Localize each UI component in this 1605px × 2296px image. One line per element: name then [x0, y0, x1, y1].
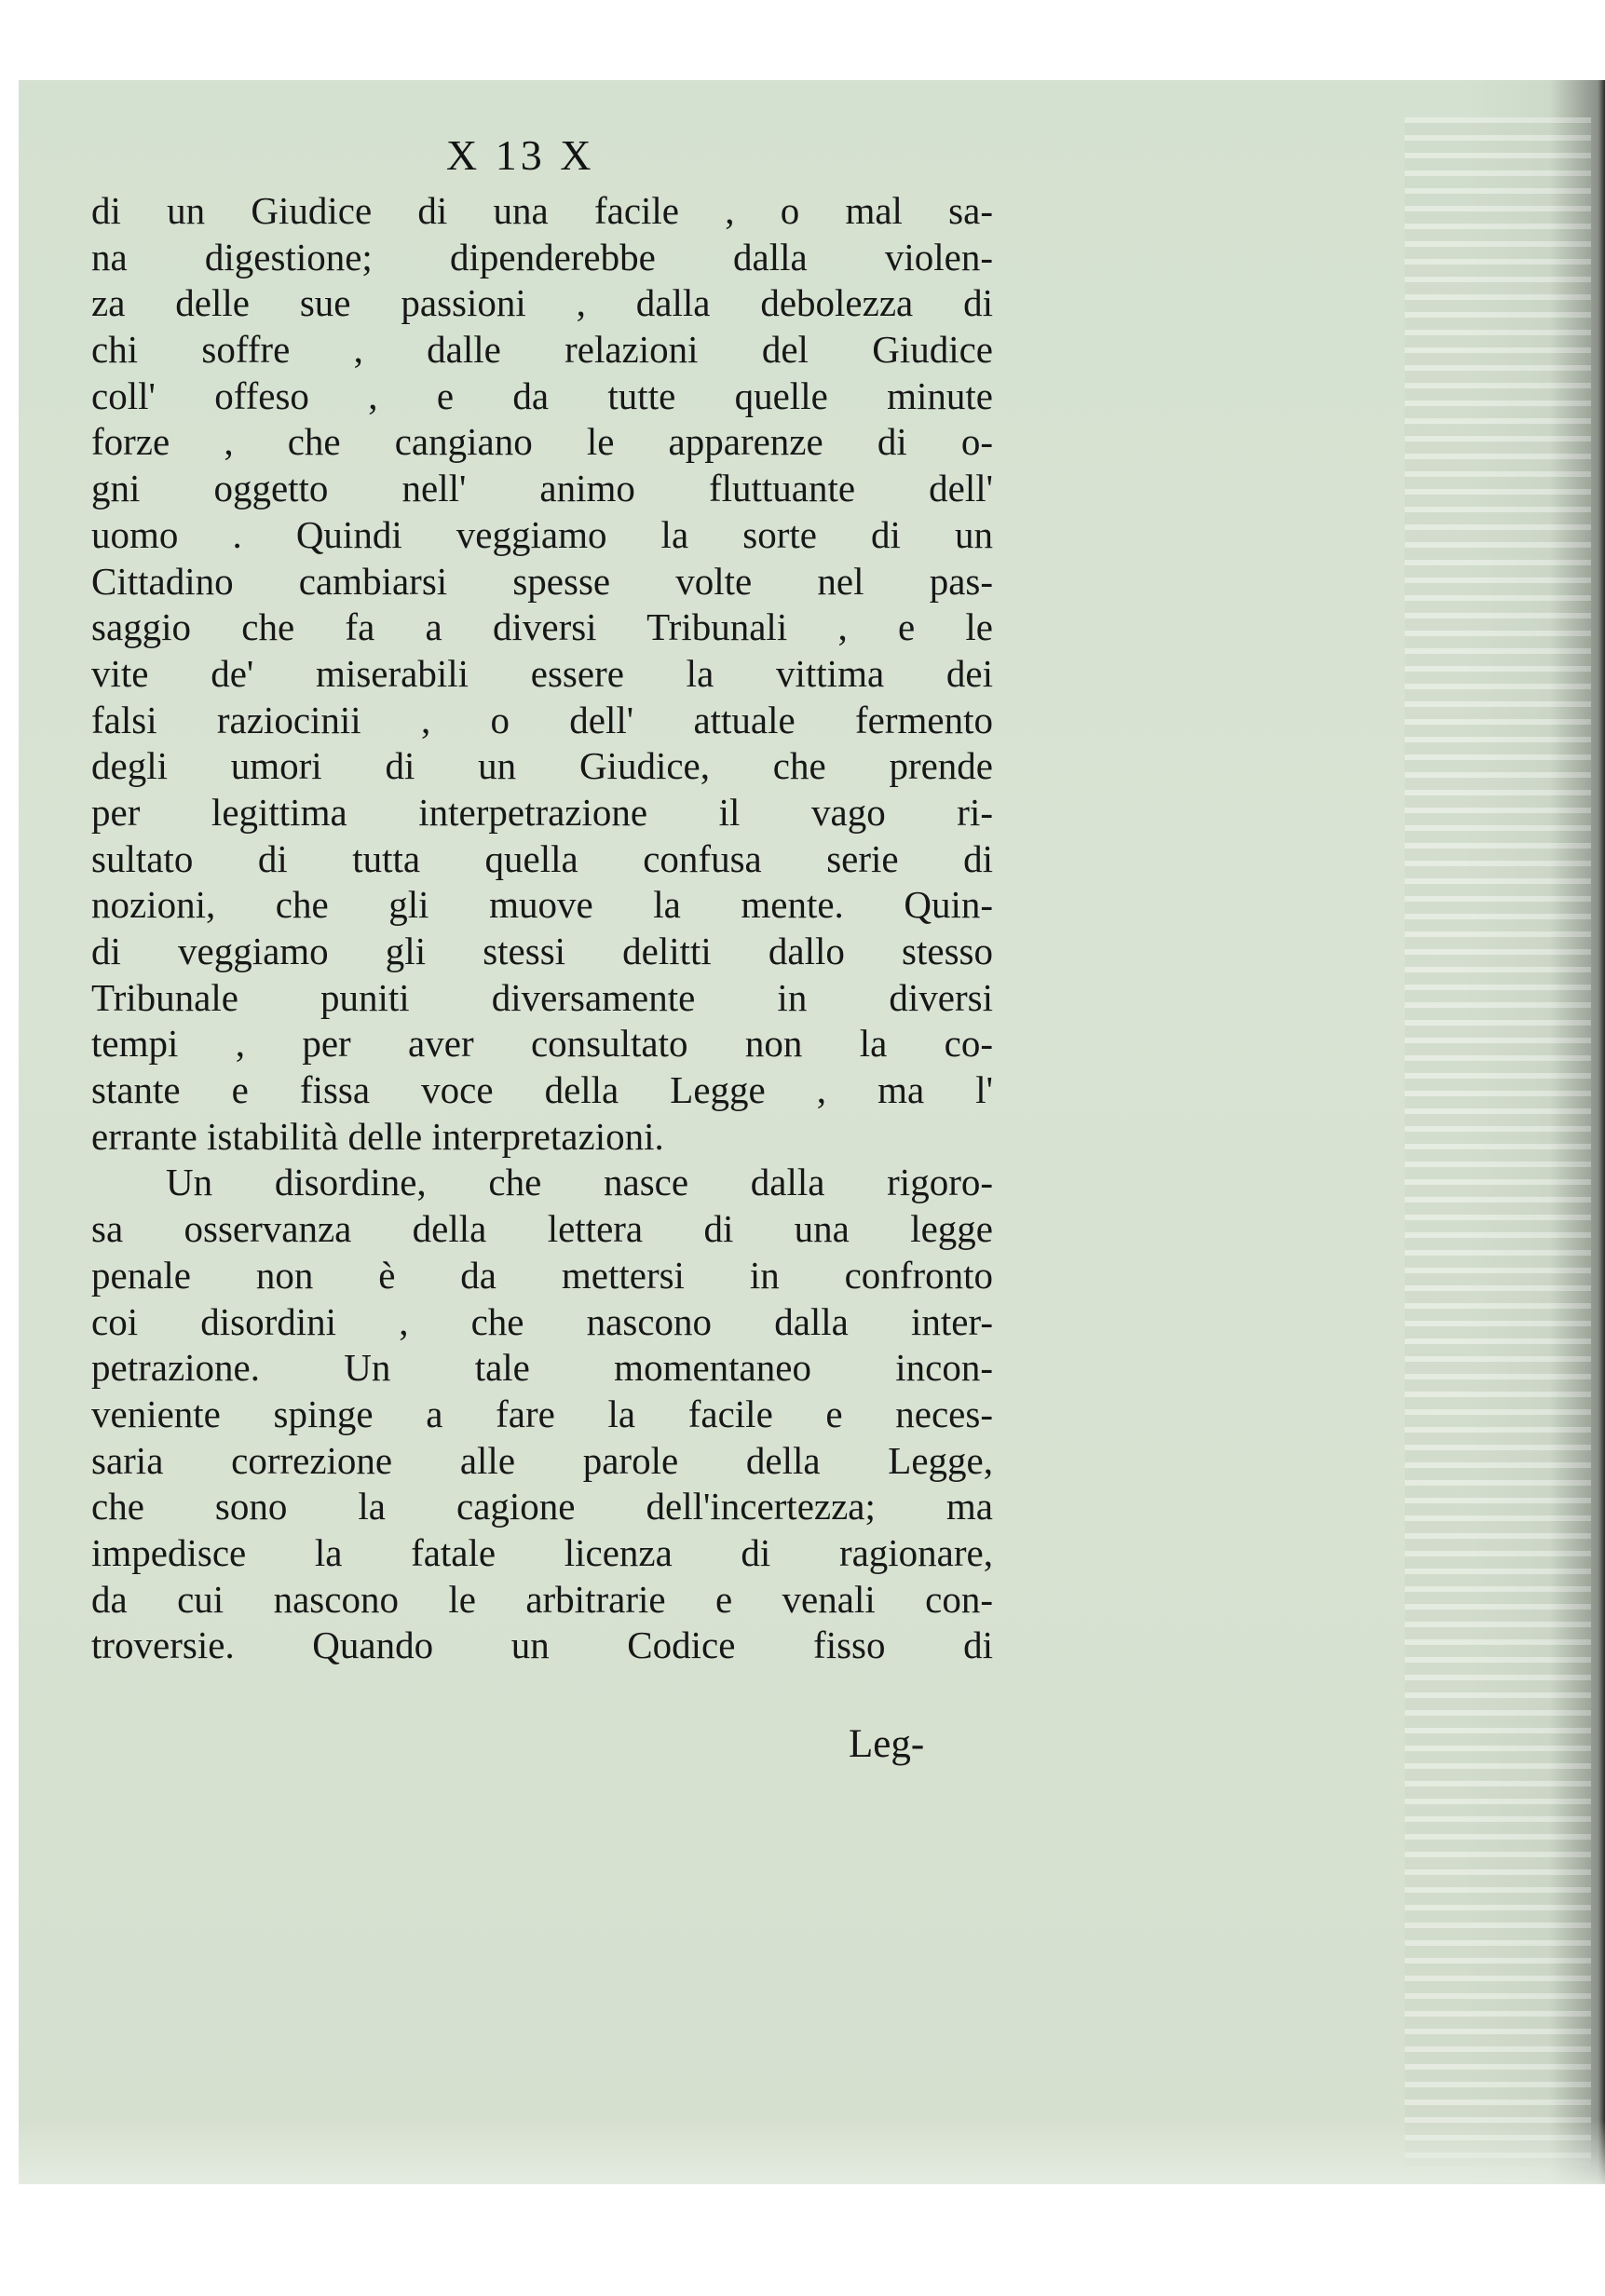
- text-line: penale non è da mettersi in confronto: [91, 1253, 993, 1297]
- text-line: che sono la cagione dell'incertezza; ma: [91, 1485, 993, 1528]
- text-line: stante e fissa voce della Legge , ma l': [91, 1068, 993, 1112]
- paragraph-2: [91, 1160, 993, 1669]
- text-line: nozioni, che gli muove la mente. Quin-: [91, 883, 993, 927]
- text-line: na digestione; dipenderebbe dalla violen-: [91, 235, 993, 279]
- deckle-edge: [1405, 117, 1591, 2167]
- text-line: falsi raziocinii , o dell' attuale fermento: [91, 698, 993, 741]
- text-line: gni oggetto nell' animo fluttuante dell': [91, 467, 993, 510]
- text-line: da cui nascono le arbitrarie e venali con-: [91, 1577, 993, 1621]
- text-line: di un Giudice di una facile , o mal sa-: [91, 189, 993, 232]
- text-line: coi disordini , che nascono dalla inter-: [91, 1299, 993, 1343]
- body-text: [91, 188, 993, 1669]
- text-line: tempi , per aver consultato non la co-: [91, 1022, 993, 1066]
- text-line: di veggiamo gli stessi delitti dallo stesso: [91, 930, 993, 972]
- text-line: per legittima interpetrazione il vago ri-: [91, 790, 993, 834]
- text-line: Cittadino cambiarsi spesse volte nel pas-: [91, 559, 993, 603]
- text-line: uomo . Quindi veggiamo la sorte di un: [91, 512, 993, 556]
- page-header: X 13 X: [446, 131, 595, 179]
- text-line: degli umori di un Giudice, che prende: [91, 744, 993, 788]
- text-line: sa osservanza della lettera di una legge: [91, 1207, 993, 1251]
- text-line: Tribunale puniti diversamente in diversi: [91, 975, 993, 1019]
- text-line: saria correzione alle parole della Legge,: [91, 1438, 993, 1482]
- paragraph-1: [91, 188, 993, 1160]
- text-line: coll' offeso , e da tutte quelle minute: [91, 374, 993, 417]
- text-line: vite de' miserabili essere la vittima dei: [91, 651, 993, 695]
- text-line: sultato di tutta quella confusa serie di: [91, 836, 993, 880]
- text-line: errante istabilità delle interpretazioni.: [91, 1114, 664, 1158]
- text-line: forze , che cangiano le apparenze di o-: [91, 420, 993, 464]
- page-bottom-edge: [19, 2119, 1605, 2184]
- text-line: saggio che fa a diversi Tribunali , e le: [91, 605, 993, 649]
- text-line: petrazione. Un tale momentaneo incon-: [91, 1346, 993, 1390]
- text-line: impedisce la fatale licenza di ragionare,: [91, 1530, 993, 1574]
- text-line: chi soffre , dalle relazioni del Giudice: [91, 328, 993, 372]
- text-line: za delle sue passioni , dalla debolezza di: [91, 281, 993, 325]
- text-line: Un disordine, che nasce dalla rigoro-: [166, 1161, 993, 1204]
- text-line: troversie. Quando un Codice fisso di: [91, 1624, 993, 1667]
- catchword: Leg-: [849, 1722, 925, 1766]
- text-line: veniente spinge a fare la facile e neces-: [91, 1392, 993, 1435]
